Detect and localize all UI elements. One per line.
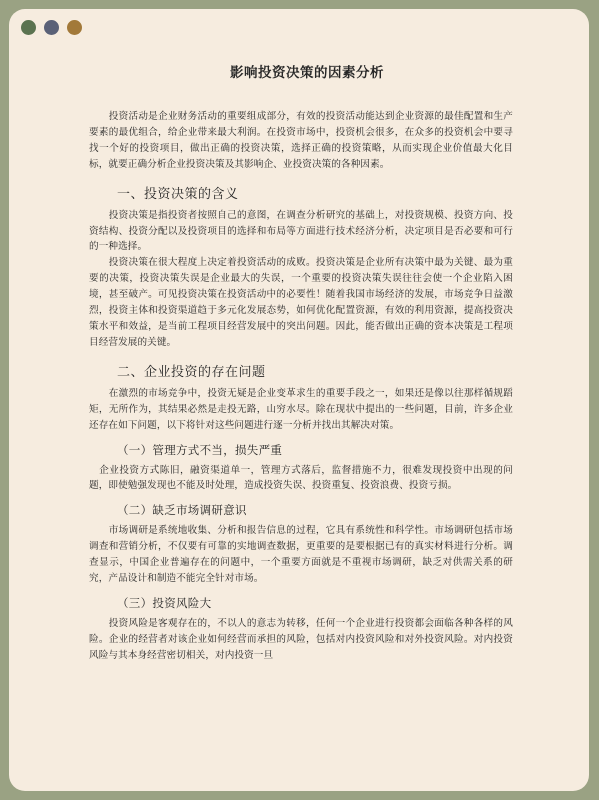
meaning-paragraph-2: 投资决策在很大程度上决定着投资活动的成败。投资决策是企业所有决策中最为关键、最为重要的决策，投资决策失误是企业最大的失误，一个重要的投资决策失误往往会使一个企业陷入困境，甚至破产。可见投资决策在投资活动中的必要性！随着我国市场经济的发展，市场竞争日益激烈，投资主体和投资渠道趋于多元化发展态势，如何优化配置资源，有效的利用资源，提高投资决策水平和效益，是当前工程项目经营发展中的突出问题。因此，能否做出正确的资本决策是工程项目经营发展的关键。 [89,257,513,348]
market-research-paragraph: 市场调研是系统地收集、分析和报告信息的过程，它具有系统性和科学性。市场调研包括市场调查和营销分析，不仅要有可靠的实地调查数据，更重要的是要根据已有的真实材料进行分析。调查显示，中国企业普遍存在的问题中，一个重要方面就是不重视市场调研，缺乏对供需关系的研究，产品设计和制造不能完全针对市场。 [89,525,513,585]
window-controls [21,20,82,35]
subheading-management: （一）管理方式不当，损失严重 [117,442,283,457]
intro-paragraph: 投资活动是企业财务活动的重要组成部分，有效的投资活动能达到企业资源的最佳配置和生产要素的最优组合，给企业带来最大利润。在投资市场中，投资机会很多，在众多的投资机会中要寻找一个好的投资项目，做出正确的投资决策，选择正确的投资策略，从而实现企业价值最大化目标，就要正确分析企业投资决策及其影响企、业投资决策的各种因素。 [89,111,513,170]
subheading-investment-risk: （三）投资风险大 [117,595,212,610]
meaning-paragraph-1: 投资决策是指投资者按照自己的意图，在调查分析研究的基础上，对投资规模、投资方向、投资结构、投资分配以及投资项目的选择和布局等方面进行技术经济分析，决定项目是否必要和可行的一种选择。 [89,209,513,253]
subheading-market-research: （二）缺乏市场调研意识 [117,503,247,518]
section-heading-meaning: 一、投资决策的含义 [117,186,239,202]
window-dot-ochre[interactable] [67,20,82,35]
document-card [9,9,589,791]
management-paragraph: 企业投资方式陈旧，融资渠道单一，管理方式落后，监督措施不力，很难发现投资中出现的问题，即使勉强发现也不能及时处理，造成投资失误、投资重复、投资浪费、投资亏损。 [89,464,513,492]
investment-risk-paragraph: 投资风险是客观存在的，不以人的意志为转移，任何一个企业进行投资都会面临各种各样的风险。企业的经营者对该企业如何经营而承担的风险，包括对内投资风险和对外投资风险。对内投资风险与其本身经营密切相关，对内投资一旦 [89,617,513,661]
section-heading-problems: 二、企业投资的存在问题 [117,364,266,380]
document-title: 影响投资决策的因素分析 [230,65,384,81]
window-dot-slate[interactable] [44,20,59,35]
document-body [89,61,513,664]
problems-paragraph: 在激烈的市场竞争中，投资无疑是企业变革求生的重要手段之一，如果还是像以往那样循规蹈矩，无所作为，其结果必然是走投无路，山穷水尽。除在现状中提出的一些问题，目前，许多企业还存在如下问题，以下将针对这些问题进行逐一分析并找出其解决对策。 [89,387,513,431]
window-dot-green[interactable] [21,20,36,35]
